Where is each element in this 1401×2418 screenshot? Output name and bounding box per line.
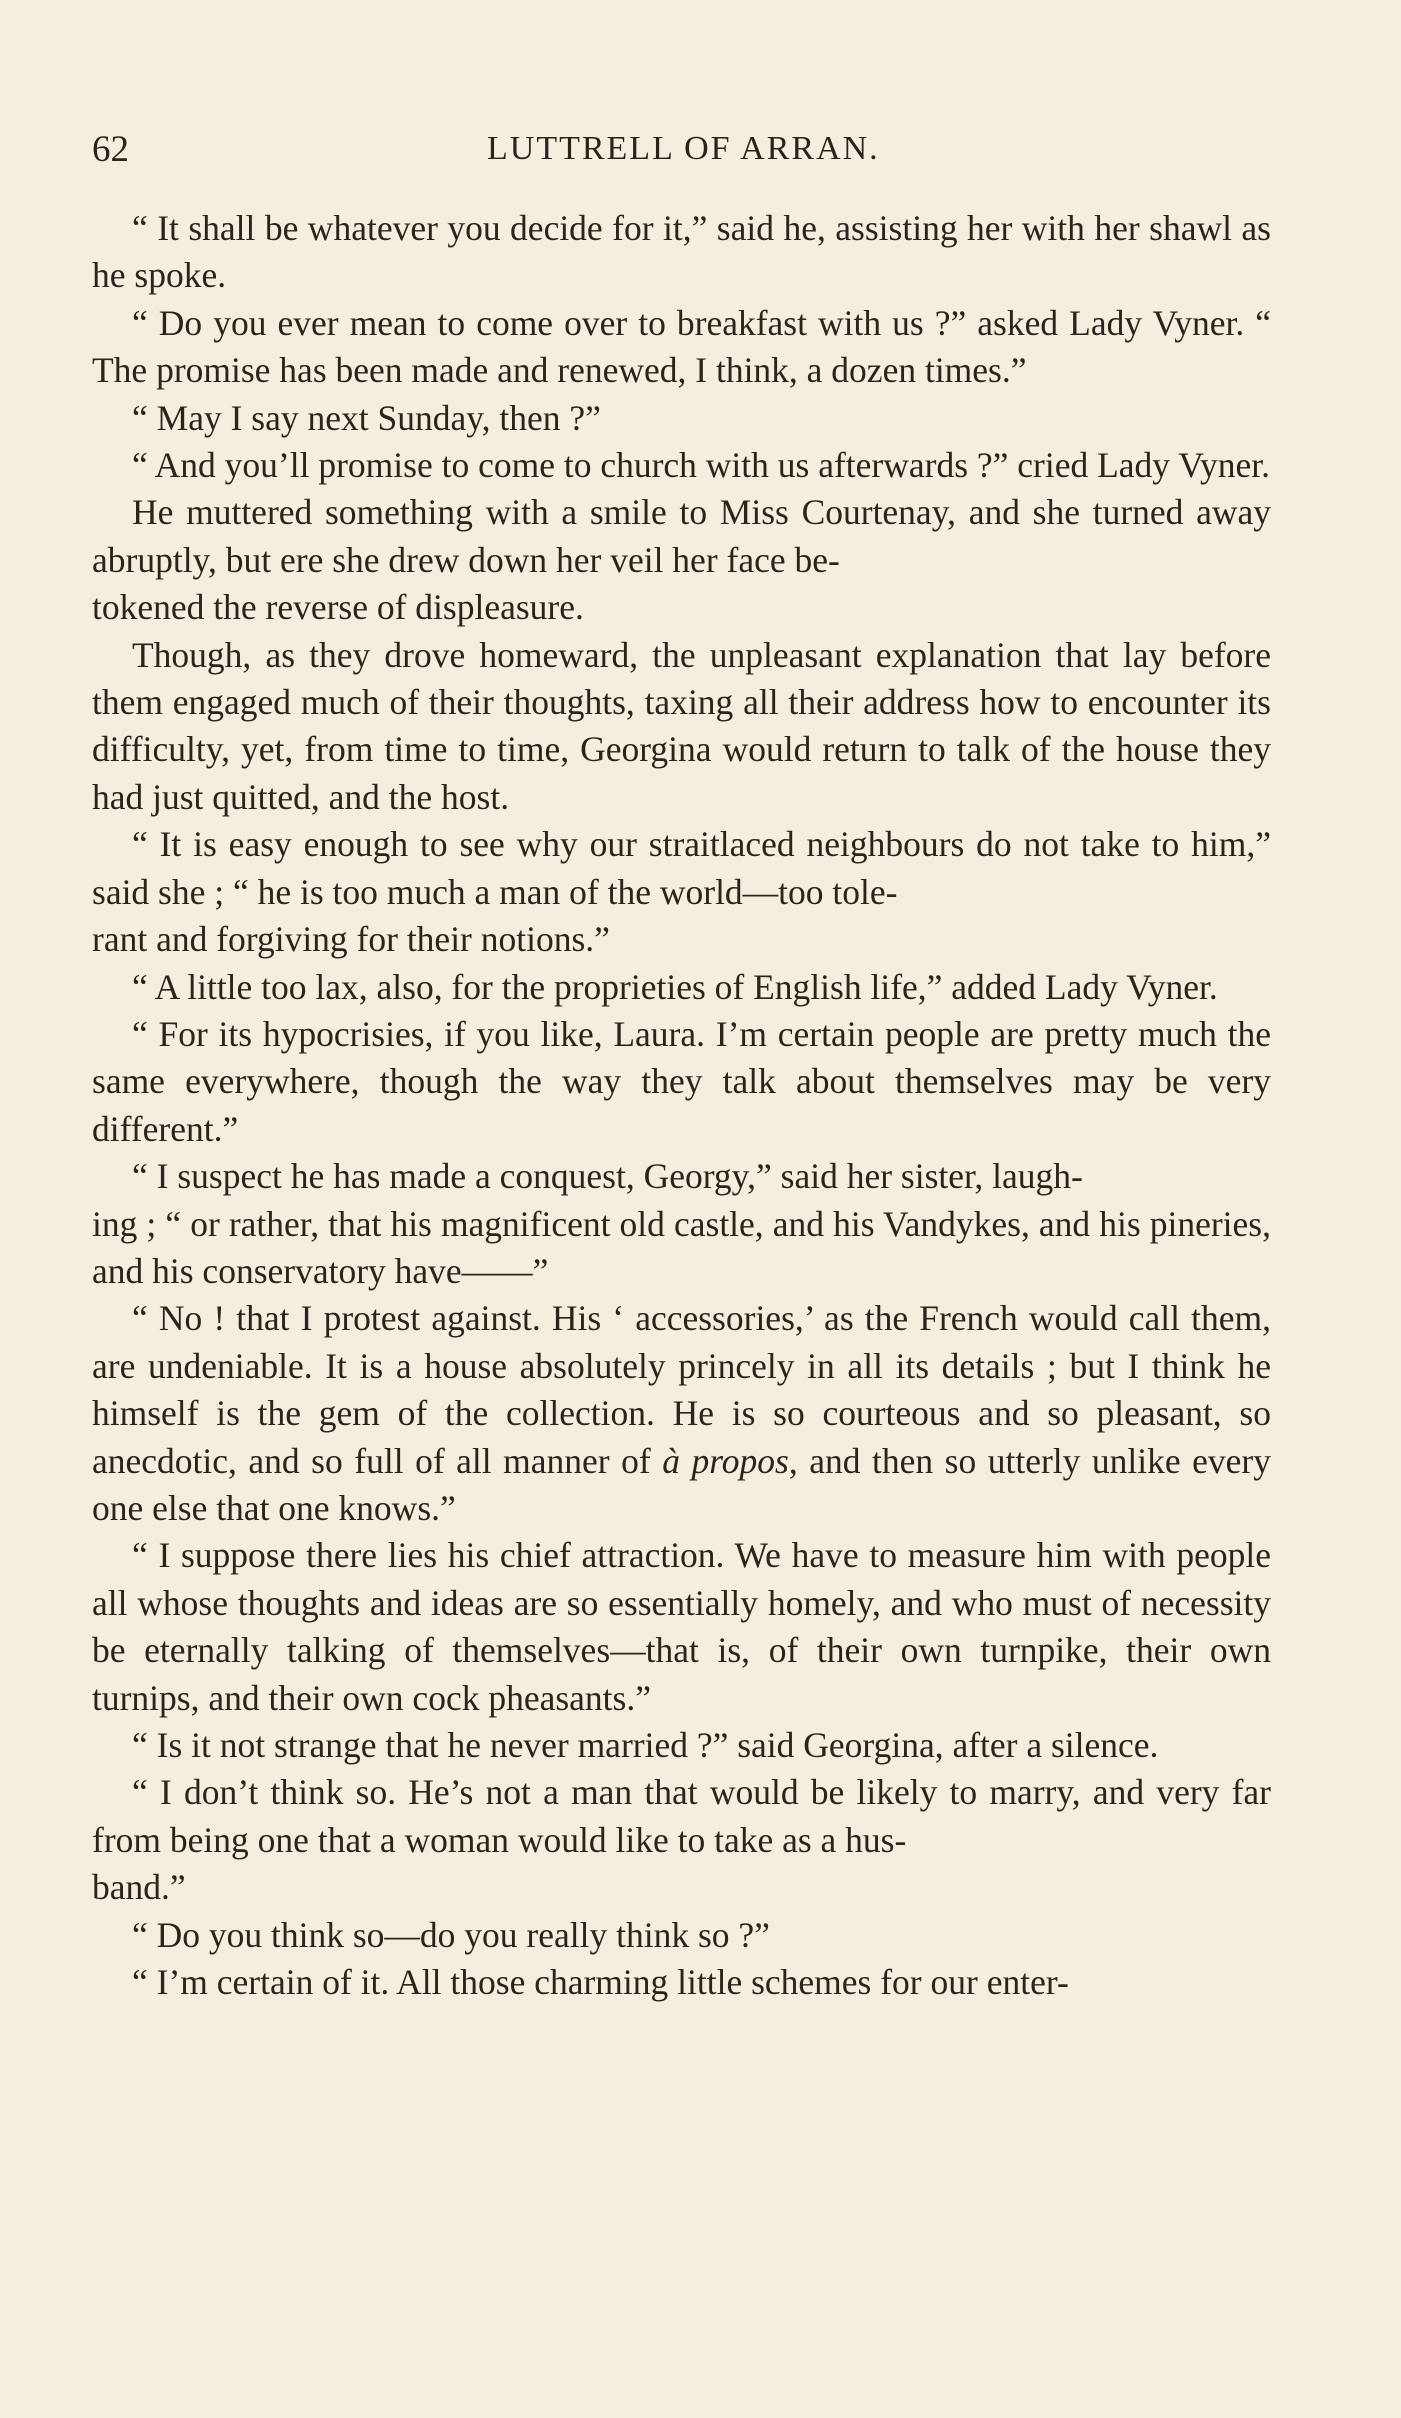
paragraph: “ And you’ll promise to come to church with us afterwards ?” cried Lady Vyner. (132, 445, 1270, 486)
paragraph: “ For its hypocrisies, if you like, Laura. I’m certain people are pretty much the same everywhere, though the way they talk about themselves may be very different.” (92, 1013, 1271, 1149)
paragraph: “ May I say next Sunday, then ?” (132, 397, 601, 438)
paragraph: “ I suspect he has made a conquest, Georgy,” said her sister, laugh- ing ; “ or rather, that his magnificent old castle, and his Vandykes, and his pineries, and his conservatory have——” (92, 1156, 1271, 1291)
page-number: 62 (92, 129, 129, 170)
paragraph: “ I suppose there lies his chief attraction. We have to measure him with people all whose thoughts and ideas are so essentially homely, and who must of necessity be eternally talking of themselves—that is, of their own turnpike, their own turnips, and their own cock pheasants.” (92, 1535, 1271, 1718)
paragraph: “ Do you think so—do you really think so ?” (132, 1914, 770, 1955)
paragraph: “ I don’t think so. He’s not a man that would be likely to marry, and very far from being one that a woman would like to take as a hus- band.” (92, 1772, 1271, 1908)
running-title: LUTTRELL OF ARRAN. (487, 130, 880, 167)
page-header (92, 128, 1272, 178)
paragraph: He muttered something with a smile to Miss Courtenay, and she turned away abruptly, but ere she drew down her veil her face be- tokened the reverse of displeasure. (92, 492, 1271, 628)
paragraph: “ A little too lax, also, for the proprieties of English life,” added Lady Vyner. (132, 966, 1218, 1007)
body-text (92, 205, 1271, 2006)
paragraph: “ Do you ever mean to come over to breakfast with us ?” asked Lady Vyner. “ The promise has been made and renewed, I think, a dozen times.” (92, 302, 1271, 391)
paragraph: “ I’m certain of it. All those charming little schemes for our enter- (132, 1962, 1069, 2003)
paragraph: “ It is easy enough to see why our straitlaced neighbours do not take to him,” said she ; “ he is too much a man of the world—too tole- rant and forgiving for their notions.” (92, 824, 1271, 960)
paragraph: “ No ! that I protest against. His ‘ accessories,’ as the French would call them, are undeniable. It is a house absolutely princely in all its details ; but I think he himself is the gem of the collection. He is so courteous and so pleasant, so anecdotic, and so full of all manner of à propos, and then so utterly unlike every one else that one knows.” (92, 1298, 1271, 1528)
italic-phrase: à propos (662, 1440, 789, 1481)
paragraph: “ It shall be whatever you decide for it,” said he, assisting her with her shawl as he spoke. (92, 208, 1271, 296)
paragraph: Though, as they drove homeward, the unpleasant explanation that lay before them engaged much of their thoughts, taxing all their address how to encounter its difficulty, yet, from time to time, Georgina would return to talk of the house they had just quitted, and the host. (92, 634, 1271, 817)
paragraph: “ Is it not strange that he never married ?” said Georgina, after a silence. (132, 1725, 1159, 1765)
